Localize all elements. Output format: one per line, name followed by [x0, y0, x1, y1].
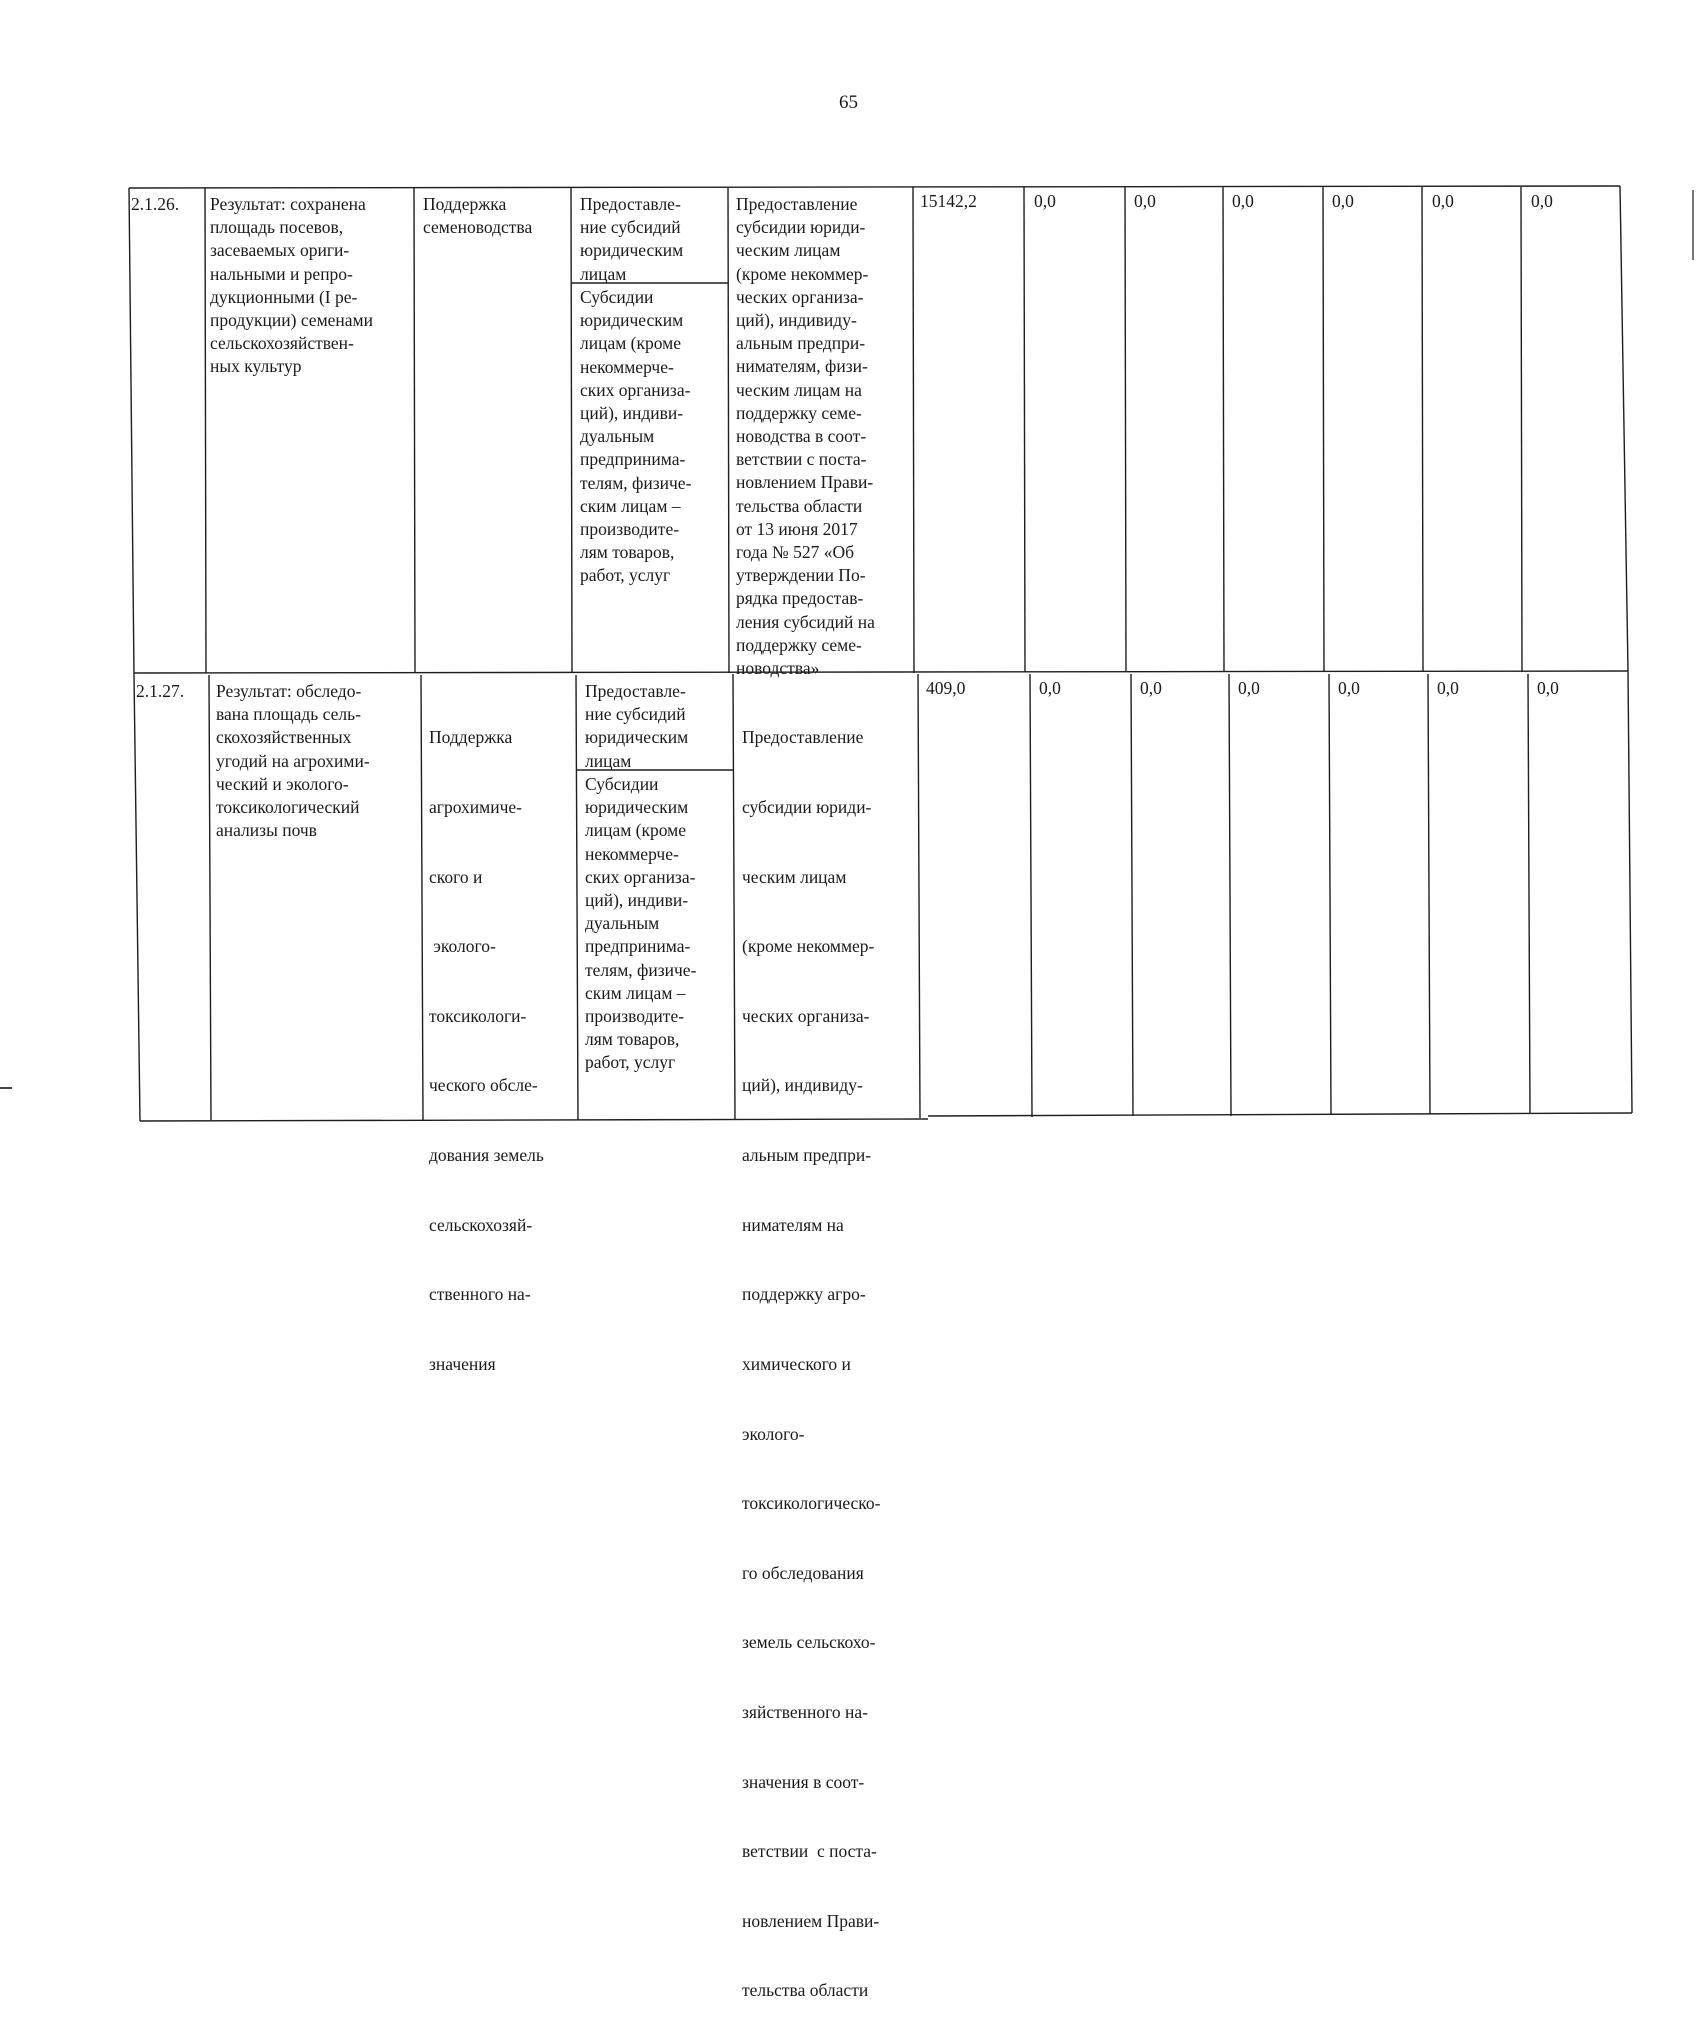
row2-value-year1: 0,0	[1039, 678, 1061, 698]
row2-value-year4: 0,0	[1338, 678, 1360, 698]
row1-direction-top: Предоставле- ние субсидий юридическим лицам	[580, 194, 684, 284]
scan-artifact-left	[0, 1087, 12, 1089]
row2-direction-bottom: Субсидии юридическим лицам (кроме некоммерче- ских организа- ций), индиви- дуальным предпринима- телям, физиче- ским лицам – производите- лям товаров, работ, услуг	[585, 774, 697, 1073]
row1-value-year5: 0,0	[1432, 191, 1454, 211]
row2-result: Результат: обследо- вана площадь сель- скохозяйственных угодий на агрохими- ческий и эколого- токсикологический анализы почв	[216, 681, 370, 841]
row2-value-total: 409,0	[926, 678, 966, 698]
row1-event: Поддержка семеноводства	[423, 194, 533, 238]
row1-value-year6: 0,0	[1531, 191, 1553, 211]
row2-value-year5: 0,0	[1437, 678, 1459, 698]
row1-direction-bottom: Субсидии юридическим лицам (кроме некоммерче- ских организа- ций), индиви- дуальным предпринима- телям, физиче- ским лицам – производите- лям товаров, работ, услуг	[580, 287, 692, 586]
row2-value-year6: 0,0	[1537, 678, 1559, 698]
row1-value-year3: 0,0	[1232, 191, 1254, 211]
row1-description: Предоставление субсидии юриди- ческим лицам (кроме некоммер- ческих организа- ций), индивиду- альным предпри- нимателям, физи- ческим лицам на поддержку семе- новодства в соот- ветствии с поста- новлением Прави- тельства области от 13 июня 2017 года № 527 «Об утверждении По- рядка предостав- ления субсидий на поддержку семе- новодства»	[736, 194, 875, 679]
row1-result: Результат: сохранена площадь посевов, засеваемых ориги- нальными и репро- дукционными (I ре- продукции) семенами сельскохозяйствен- ных культур	[210, 194, 373, 377]
scan-artifact-right	[1692, 190, 1694, 260]
row1-number: 2.1.26.	[131, 194, 180, 214]
row1-value-year1: 0,0	[1034, 191, 1056, 211]
row2-number: 2.1.27.	[136, 681, 185, 701]
row2-value-year2: 0,0	[1140, 678, 1162, 698]
row2-event: Поддержка агрохимиче- ского и эколого- токсикологи- ческого обсле- дования земель сельскохозяй- ственного на- значения	[429, 727, 544, 1374]
row1-value-year4: 0,0	[1332, 191, 1354, 211]
row2-description: Предоставление субсидии юриди- ческим лицам (кроме некоммер- ческих организа- ций), индивиду- альным предпри- нимателям на поддержку агро- химического и эколого- токсикологическо- го обследования земель сельскохо- зяйственного на- значения в соот- ветствии с поста- новлением Прави- тельства области	[742, 727, 881, 2001]
row2-direction-top: Предоставле- ние субсидий юридическим лицам	[585, 681, 689, 771]
row1-value-total: 15142,2	[920, 191, 977, 211]
row1-value-year2: 0,0	[1134, 191, 1156, 211]
page-number: 65	[839, 92, 858, 113]
row2-value-year3: 0,0	[1238, 678, 1260, 698]
